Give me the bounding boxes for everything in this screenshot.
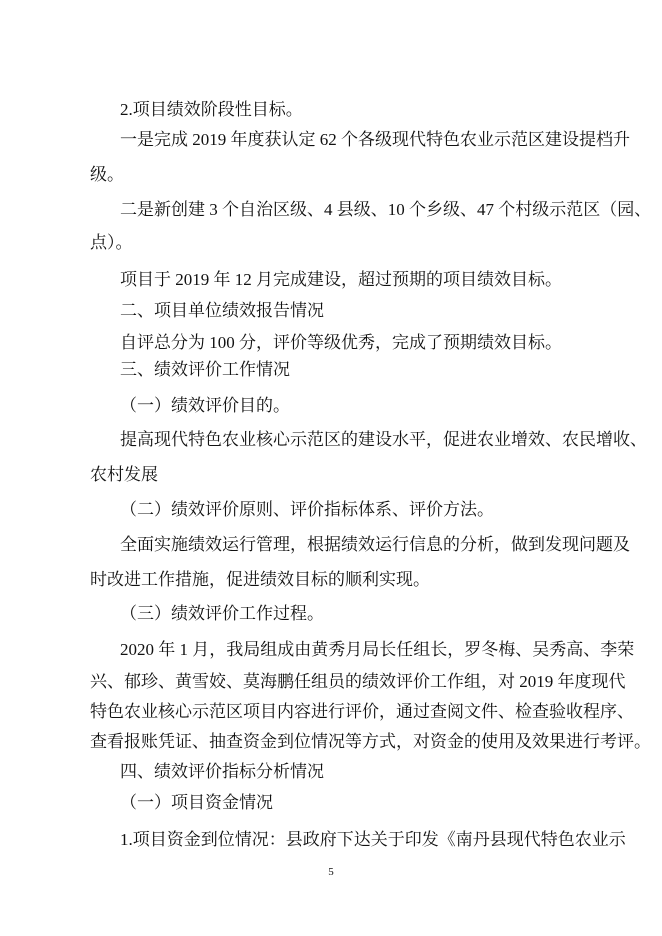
paragraph-line: 查看报账凭证、抽查资金到位情况等方式，对资金的使用及效果进行考评。 xyxy=(90,732,651,751)
paragraph-line: 全面实施绩效运行管理，根据绩效运行信息的分析，做到发现问题及 xyxy=(120,535,630,554)
page-number: 5 xyxy=(328,866,334,878)
subheading: （三）绩效评价工作过程。 xyxy=(120,604,324,623)
paragraph-line: 特色农业核心示范区项目内容进行评价，通过查阅文件、检查验收程序、 xyxy=(90,702,634,721)
paragraph-line: 时改进工作措施，促进绩效目标的顺利实现。 xyxy=(90,570,430,589)
paragraph-line: 1.项目资金到位情况：县政府下达关于印发《南丹县现代特色农业示 xyxy=(120,830,626,849)
paragraph-line: 2020 年 1 月，我局组成由黄秀月局长任组长，罗冬梅、吴秀高、李荣 xyxy=(120,640,635,659)
subheading: （二）绩效评价原则、评价指标体系、评价方法。 xyxy=(120,500,494,519)
section-heading-2: 二、项目单位绩效报告情况 xyxy=(120,301,324,320)
paragraph-line: 一是完成 2019 年度获认定 62 个各级现代特色农业示范区建设提档升 xyxy=(120,130,630,149)
paragraph-line: 级。 xyxy=(90,165,124,184)
subheading: （一）绩效评价目的。 xyxy=(120,396,290,415)
heading-stage-goals: 2.项目绩效阶段性目标。 xyxy=(120,100,303,119)
paragraph-line: 自评总分为 100 分，评价等级优秀，完成了预期绩效目标。 xyxy=(120,333,562,352)
paragraph-line: 农村发展 xyxy=(90,465,158,484)
paragraph-line: 点）。 xyxy=(90,233,133,252)
section-heading-4: 四、绩效评价指标分析情况 xyxy=(120,762,324,781)
paragraph-line: 提高现代特色农业核心示范区的建设水平，促进农业增效、农民增收、 xyxy=(120,430,647,449)
paragraph-line: 兴、郁珍、黄雪姣、莫海鹏任组员的绩效评价工作组，对 2019 年度现代 xyxy=(90,672,626,691)
paragraph-line: 二是新创建 3 个自治区级、4 县级、10 个乡级、47 个村级示范区（园、 xyxy=(120,200,652,219)
subheading: （一）项目资金情况 xyxy=(120,793,273,812)
paragraph-line: 项目于 2019 年 12 月完成建设，超过预期的项目绩效目标。 xyxy=(120,270,562,289)
section-heading-3: 三、绩效评价工作情况 xyxy=(120,360,290,379)
